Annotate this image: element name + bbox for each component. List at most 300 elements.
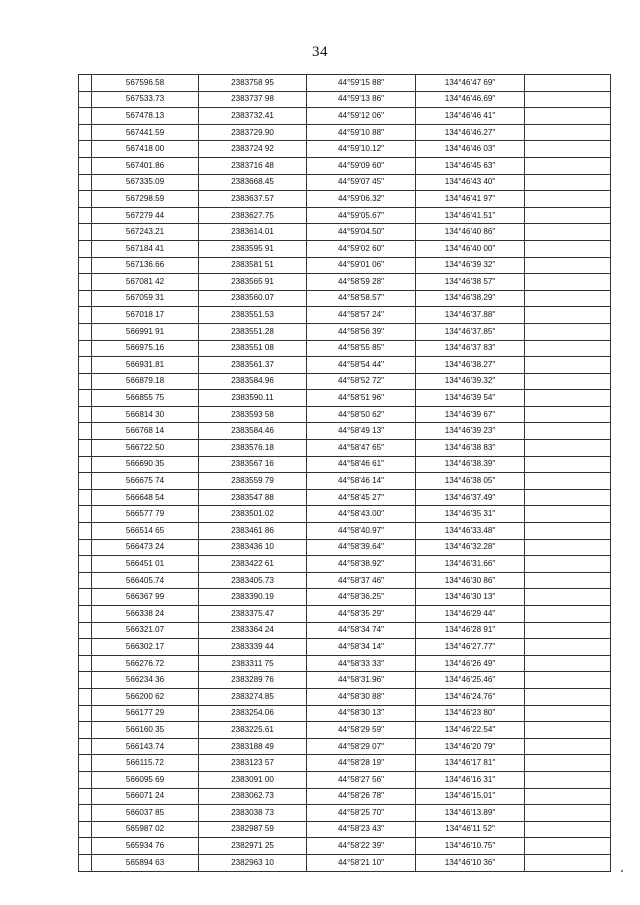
coordinate-y-cell: 2383289 76 [199, 672, 307, 689]
longitude-cell: 134°46'29 44" [416, 606, 525, 623]
longitude-cell: 134°46'41 97" [416, 191, 525, 208]
latitude-cell: 44°58'58.57" [307, 290, 416, 307]
notes-cell [525, 722, 611, 739]
coordinate-x-cell: 566367 99 [92, 589, 199, 606]
coordinate-y-cell: 2383561.37 [199, 357, 307, 374]
longitude-cell: 134°46'37.85" [416, 323, 525, 340]
notes-cell [525, 688, 611, 705]
longitude-cell: 134°46'37.49" [416, 489, 525, 506]
coordinate-x-cell: 567059 31 [92, 290, 199, 307]
row-number-cell [79, 390, 92, 407]
table-row [79, 489, 611, 506]
latitude-cell: 44°58'56 39" [307, 323, 416, 340]
notes-cell [525, 821, 611, 838]
latitude-cell: 44°58'36.25" [307, 589, 416, 606]
longitude-cell: 134°46'30 13" [416, 589, 525, 606]
latitude-cell: 44°58'59 28" [307, 274, 416, 291]
row-number-cell [79, 340, 92, 357]
table-row [79, 174, 611, 191]
coordinate-x-cell: 567418 00 [92, 141, 199, 158]
coordinate-y-cell: 2383225.61 [199, 722, 307, 739]
coordinate-y-cell: 2383254.06 [199, 705, 307, 722]
notes-cell [525, 639, 611, 656]
table-row [79, 257, 611, 274]
latitude-cell: 44°58'31.96" [307, 672, 416, 689]
coordinate-x-cell: 567533.73 [92, 91, 199, 108]
coordinate-y-cell: 2383188 49 [199, 738, 307, 755]
coordinate-x-cell: 566690 35 [92, 456, 199, 473]
coordinate-x-cell: 566071 24 [92, 788, 199, 805]
table-row [79, 705, 611, 722]
table-row [79, 606, 611, 623]
latitude-cell: 44°58'35 29" [307, 606, 416, 623]
latitude-cell: 44°58'26 78" [307, 788, 416, 805]
row-number-cell [79, 688, 92, 705]
notes-cell [525, 390, 611, 407]
coordinate-y-cell: 2383551 08 [199, 340, 307, 357]
notes-cell [525, 456, 611, 473]
coordinate-x-cell: 567081 42 [92, 274, 199, 291]
table-row [79, 373, 611, 390]
notes-cell [525, 672, 611, 689]
row-number-cell [79, 821, 92, 838]
row-number-cell [79, 290, 92, 307]
latitude-cell: 44°59'13 86" [307, 91, 416, 108]
table-row [79, 108, 611, 125]
table-row [79, 539, 611, 556]
notes-cell [525, 489, 611, 506]
coordinate-y-cell: 2383547 88 [199, 489, 307, 506]
coordinate-y-cell: 2383732.41 [199, 108, 307, 125]
table-row [79, 854, 611, 871]
coordinate-y-cell: 2383724 92 [199, 141, 307, 158]
row-number-cell [79, 274, 92, 291]
coordinate-y-cell: 2383576.18 [199, 440, 307, 457]
longitude-cell: 134°46'39 54" [416, 390, 525, 407]
notes-cell [525, 440, 611, 457]
row-number-cell [79, 108, 92, 125]
longitude-cell: 134°46'11 52" [416, 821, 525, 838]
latitude-cell: 44°58'33 33" [307, 655, 416, 672]
coordinate-x-cell: 566855 75 [92, 390, 199, 407]
row-number-cell [79, 854, 92, 871]
table-row [79, 390, 611, 407]
row-number-cell [79, 75, 92, 92]
coordinate-y-cell: 2383551.28 [199, 323, 307, 340]
row-number-cell [79, 572, 92, 589]
table-row [79, 141, 611, 158]
longitude-cell: 134°46'38 05" [416, 473, 525, 490]
table-row [79, 423, 611, 440]
longitude-cell: 134°46'39 23" [416, 423, 525, 440]
notes-cell [525, 406, 611, 423]
coordinate-x-cell: 565934 76 [92, 838, 199, 855]
row-number-cell [79, 440, 92, 457]
coordinate-x-cell: 567018 17 [92, 307, 199, 324]
longitude-cell: 134°46'16 31" [416, 771, 525, 788]
table-row [79, 672, 611, 689]
table-row [79, 75, 611, 92]
coordinate-y-cell: 2383038 73 [199, 805, 307, 822]
latitude-cell: 44°58'50 62" [307, 406, 416, 423]
longitude-cell: 134°46'10.75" [416, 838, 525, 855]
table-row [79, 207, 611, 224]
coordinate-x-cell: 566722.50 [92, 440, 199, 457]
latitude-cell: 44°58'43.00" [307, 506, 416, 523]
coordinate-y-cell: 2383584.96 [199, 373, 307, 390]
coordinate-y-cell: 2382971 25 [199, 838, 307, 855]
coordinate-x-cell: 566234 36 [92, 672, 199, 689]
row-number-cell [79, 523, 92, 540]
latitude-cell: 44°58'29 59" [307, 722, 416, 739]
coordinate-x-cell: 566991 91 [92, 323, 199, 340]
coordinate-x-cell: 566276.72 [92, 655, 199, 672]
coordinate-y-cell: 2383595 91 [199, 240, 307, 257]
notes-cell [525, 506, 611, 523]
notes-cell [525, 705, 611, 722]
coordinate-y-cell: 2383584.46 [199, 423, 307, 440]
latitude-cell: 44°58'30 13" [307, 705, 416, 722]
coordinate-y-cell: 2383390.19 [199, 589, 307, 606]
longitude-cell: 134°46'32.28" [416, 539, 525, 556]
table-row [79, 506, 611, 523]
latitude-cell: 44°59'06.32" [307, 191, 416, 208]
notes-cell [525, 854, 611, 871]
table-row [79, 688, 611, 705]
coordinate-y-cell: 2383501.02 [199, 506, 307, 523]
notes-cell [525, 357, 611, 374]
longitude-cell: 134°46'38.27" [416, 357, 525, 374]
coordinate-x-cell: 566931.81 [92, 357, 199, 374]
row-number-cell [79, 373, 92, 390]
coordinate-y-cell: 2383668.45 [199, 174, 307, 191]
table-row [79, 290, 611, 307]
table-row [79, 456, 611, 473]
latitude-cell: 44°58'23 43" [307, 821, 416, 838]
row-number-cell [79, 722, 92, 739]
coordinate-x-cell: 566648 54 [92, 489, 199, 506]
notes-cell [525, 124, 611, 141]
longitude-cell: 134°46'39.32" [416, 373, 525, 390]
row-number-cell [79, 639, 92, 656]
table-row [79, 224, 611, 241]
notes-cell [525, 556, 611, 573]
table-row [79, 821, 611, 838]
coordinate-x-cell: 567243.21 [92, 224, 199, 241]
notes-cell [525, 91, 611, 108]
coordinate-y-cell: 2383436 10 [199, 539, 307, 556]
table-row [79, 722, 611, 739]
notes-cell [525, 572, 611, 589]
notes-cell [525, 307, 611, 324]
coordinate-x-cell: 567401.86 [92, 157, 199, 174]
latitude-cell: 44°59'04.50" [307, 224, 416, 241]
row-number-cell [79, 705, 92, 722]
latitude-cell: 44°58'46 61" [307, 456, 416, 473]
latitude-cell: 44°59'07 45" [307, 174, 416, 191]
longitude-cell: 134°46'10 36" [416, 854, 525, 871]
latitude-cell: 44°58'34 74" [307, 622, 416, 639]
latitude-cell: 44°59'12 06" [307, 108, 416, 125]
coordinate-x-cell: 567279 44 [92, 207, 199, 224]
coordinate-y-cell: 2383737 98 [199, 91, 307, 108]
notes-cell [525, 423, 611, 440]
latitude-cell: 44°58'54 44" [307, 357, 416, 374]
notes-cell [525, 771, 611, 788]
row-number-cell [79, 788, 92, 805]
coordinate-x-cell: 565894 63 [92, 854, 199, 871]
scan-artifact-dot [621, 870, 623, 872]
coordinate-x-cell: 567441.59 [92, 124, 199, 141]
notes-cell [525, 755, 611, 772]
latitude-cell: 44°58'40.97" [307, 523, 416, 540]
row-number-cell [79, 456, 92, 473]
longitude-cell: 134°46'41.51" [416, 207, 525, 224]
row-number-cell [79, 157, 92, 174]
notes-cell [525, 340, 611, 357]
table-row [79, 838, 611, 855]
notes-cell [525, 788, 611, 805]
coordinate-y-cell: 2383405.73 [199, 572, 307, 589]
longitude-cell: 134°46'46 03" [416, 141, 525, 158]
coordinate-y-cell: 2383581 51 [199, 257, 307, 274]
row-number-cell [79, 539, 92, 556]
row-number-cell [79, 622, 92, 639]
coordinate-x-cell: 567136.66 [92, 257, 199, 274]
longitude-cell: 134°46'38.29" [416, 290, 525, 307]
table-row [79, 440, 611, 457]
longitude-cell: 134°46'37.88" [416, 307, 525, 324]
latitude-cell: 44°59'01 06" [307, 257, 416, 274]
table-row [79, 473, 611, 490]
longitude-cell: 134°46'13.89" [416, 805, 525, 822]
longitude-cell: 134°46'30 86" [416, 572, 525, 589]
coordinate-y-cell: 2383274.85 [199, 688, 307, 705]
coordinate-y-cell: 2383461 86 [199, 523, 307, 540]
longitude-cell: 134°46'35 31" [416, 506, 525, 523]
coordinate-y-cell: 2383364 24 [199, 622, 307, 639]
latitude-cell: 44°59'10 88" [307, 124, 416, 141]
longitude-cell: 134°46'40 86" [416, 224, 525, 241]
row-number-cell [79, 489, 92, 506]
latitude-cell: 44°58'55 85" [307, 340, 416, 357]
notes-cell [525, 589, 611, 606]
row-number-cell [79, 323, 92, 340]
longitude-cell: 134°46'39 67" [416, 406, 525, 423]
longitude-cell: 134°46'17 81" [416, 755, 525, 772]
longitude-cell: 134°46'26 49" [416, 655, 525, 672]
coordinate-y-cell: 2383560.07 [199, 290, 307, 307]
row-number-cell [79, 423, 92, 440]
coordinate-y-cell: 2383590.11 [199, 390, 307, 407]
longitude-cell: 134°46'46.69" [416, 91, 525, 108]
notes-cell [525, 473, 611, 490]
coordinate-x-cell: 566879.18 [92, 373, 199, 390]
latitude-cell: 44°58'45 27" [307, 489, 416, 506]
coordinate-y-cell: 2383339 44 [199, 639, 307, 656]
coordinate-y-cell: 2383375.47 [199, 606, 307, 623]
coordinate-x-cell: 567298.59 [92, 191, 199, 208]
notes-cell [525, 191, 611, 208]
coordinate-x-cell: 566037 85 [92, 805, 199, 822]
notes-cell [525, 606, 611, 623]
row-number-cell [79, 506, 92, 523]
notes-cell [525, 290, 611, 307]
row-number-cell [79, 357, 92, 374]
notes-cell [525, 539, 611, 556]
table-row [79, 357, 611, 374]
table-row [79, 323, 611, 340]
table-row [79, 191, 611, 208]
table-row [79, 91, 611, 108]
row-number-cell [79, 406, 92, 423]
table-row [79, 523, 611, 540]
table-row [79, 622, 611, 639]
latitude-cell: 44°58'22 39" [307, 838, 416, 855]
longitude-cell: 134°46'39 32" [416, 257, 525, 274]
longitude-cell: 134°46'43 40" [416, 174, 525, 191]
longitude-cell: 134°46'23 80" [416, 705, 525, 722]
notes-cell [525, 523, 611, 540]
notes-cell [525, 373, 611, 390]
notes-cell [525, 240, 611, 257]
notes-cell [525, 75, 611, 92]
coordinate-x-cell: 567335.09 [92, 174, 199, 191]
longitude-cell: 134°46'24.76" [416, 688, 525, 705]
row-number-cell [79, 771, 92, 788]
longitude-cell: 134°46'25.46" [416, 672, 525, 689]
latitude-cell: 44°58'38.92" [307, 556, 416, 573]
notes-cell [525, 157, 611, 174]
table-row [79, 406, 611, 423]
longitude-cell: 134°46'45 63" [416, 157, 525, 174]
latitude-cell: 44°59'05.67" [307, 207, 416, 224]
coordinate-x-cell: 566115.72 [92, 755, 199, 772]
coordinates-table [78, 74, 611, 872]
latitude-cell: 44°58'21 10" [307, 854, 416, 871]
row-number-cell [79, 672, 92, 689]
row-number-cell [79, 655, 92, 672]
notes-cell [525, 108, 611, 125]
latitude-cell: 44°58'52 72" [307, 373, 416, 390]
coordinate-x-cell: 566473 24 [92, 539, 199, 556]
table-row [79, 788, 611, 805]
table-row [79, 572, 611, 589]
longitude-cell: 134°46'40 00" [416, 240, 525, 257]
coordinate-x-cell: 566675 74 [92, 473, 199, 490]
coordinate-y-cell: 2383565 91 [199, 274, 307, 291]
coordinate-y-cell: 2383422 61 [199, 556, 307, 573]
latitude-cell: 44°58'28 19" [307, 755, 416, 772]
coordinate-y-cell: 2383551.53 [199, 307, 307, 324]
latitude-cell: 44°59'09 60" [307, 157, 416, 174]
coordinate-y-cell: 2383311 75 [199, 655, 307, 672]
table-row [79, 655, 611, 672]
longitude-cell: 134°46'28 91" [416, 622, 525, 639]
latitude-cell: 44°58'57 24" [307, 307, 416, 324]
notes-cell [525, 257, 611, 274]
coordinate-y-cell: 2383729.90 [199, 124, 307, 141]
row-number-cell [79, 606, 92, 623]
latitude-cell: 44°59'10.12" [307, 141, 416, 158]
longitude-cell: 134°46'38.39" [416, 456, 525, 473]
coordinate-y-cell: 2383567 16 [199, 456, 307, 473]
table-row [79, 755, 611, 772]
coordinate-x-cell: 566814 30 [92, 406, 199, 423]
coordinate-y-cell: 2383637.57 [199, 191, 307, 208]
row-number-cell [79, 838, 92, 855]
table-row [79, 274, 611, 291]
coordinate-x-cell: 566200 62 [92, 688, 199, 705]
latitude-cell: 44°59'02 60" [307, 240, 416, 257]
row-number-cell [79, 91, 92, 108]
notes-cell [525, 655, 611, 672]
row-number-cell [79, 738, 92, 755]
coordinate-y-cell: 2383559 79 [199, 473, 307, 490]
table-row [79, 307, 611, 324]
longitude-cell: 134°46'20 79" [416, 738, 525, 755]
table-row [79, 639, 611, 656]
row-number-cell [79, 191, 92, 208]
coordinate-y-cell: 2383716 48 [199, 157, 307, 174]
latitude-cell: 44°58'30 88" [307, 688, 416, 705]
row-number-cell [79, 124, 92, 141]
coordinate-x-cell: 566177 29 [92, 705, 199, 722]
coordinates-table-body [79, 75, 611, 872]
latitude-cell: 44°58'46 14" [307, 473, 416, 490]
row-number-cell [79, 257, 92, 274]
row-number-cell [79, 805, 92, 822]
longitude-cell: 134°46'38 83" [416, 440, 525, 457]
row-number-cell [79, 141, 92, 158]
coordinate-x-cell: 567184 41 [92, 240, 199, 257]
longitude-cell: 134°46'15.01" [416, 788, 525, 805]
latitude-cell: 44°58'34 14" [307, 639, 416, 656]
table-row [79, 805, 611, 822]
notes-cell [525, 738, 611, 755]
longitude-cell: 134°46'46.27" [416, 124, 525, 141]
longitude-cell: 134°46'33.48" [416, 523, 525, 540]
latitude-cell: 44°58'27 56" [307, 771, 416, 788]
coordinate-x-cell: 566338 24 [92, 606, 199, 623]
row-number-cell [79, 589, 92, 606]
coordinate-x-cell: 566160 35 [92, 722, 199, 739]
page-number: 34 [312, 44, 328, 60]
table-row [79, 771, 611, 788]
notes-cell [525, 622, 611, 639]
table-row [79, 340, 611, 357]
longitude-cell: 134°46'47 69" [416, 75, 525, 92]
latitude-cell: 44°58'29 07" [307, 738, 416, 755]
longitude-cell: 134°46'37 83" [416, 340, 525, 357]
coordinate-x-cell: 566405.74 [92, 572, 199, 589]
table-row [79, 240, 611, 257]
coordinate-x-cell: 566095 69 [92, 771, 199, 788]
notes-cell [525, 224, 611, 241]
coordinate-x-cell: 567596.58 [92, 75, 199, 92]
coordinate-x-cell: 566975.16 [92, 340, 199, 357]
longitude-cell: 134°46'27.77" [416, 639, 525, 656]
longitude-cell: 134°46'31.66" [416, 556, 525, 573]
notes-cell [525, 207, 611, 224]
coordinate-y-cell: 2383593 58 [199, 406, 307, 423]
coordinate-x-cell: 567478.13 [92, 108, 199, 125]
coordinate-y-cell: 2383062.73 [199, 788, 307, 805]
coordinate-y-cell: 2383627.75 [199, 207, 307, 224]
notes-cell [525, 174, 611, 191]
coordinate-y-cell: 2383758 95 [199, 75, 307, 92]
notes-cell [525, 141, 611, 158]
